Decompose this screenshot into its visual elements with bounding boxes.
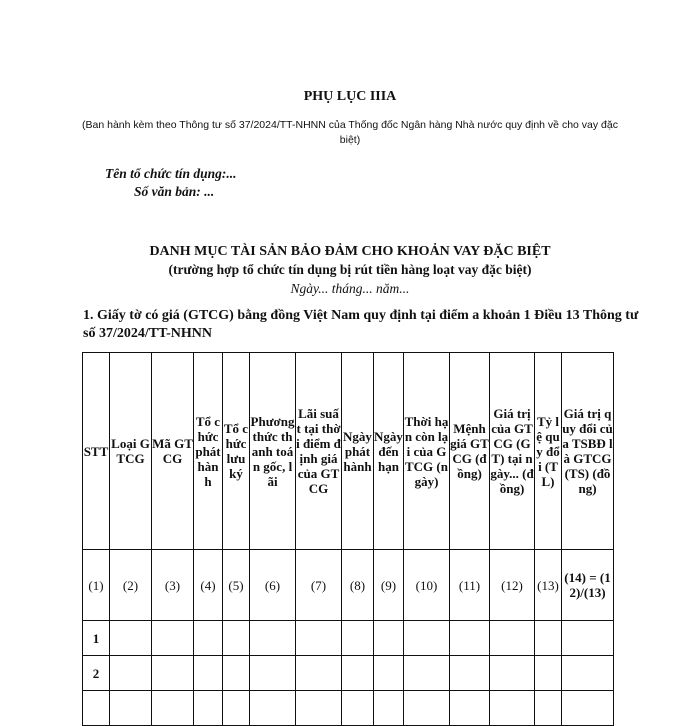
table-cell [374,656,404,691]
table-cell [562,621,614,656]
table-cell [152,621,194,656]
table-cell [374,691,404,726]
row-index-cell: 2 [83,656,110,691]
collateral-table [82,352,614,726]
table-row [83,691,614,726]
header-cell: Giá trị của GTCG (GT) tại ngày... (đồng) [490,353,535,550]
numbering-cell: (2) [110,550,152,621]
table-cell [223,621,250,656]
table-cell [250,656,296,691]
numbering-cell: (12) [490,550,535,621]
header-cell: STT [83,353,110,550]
table-cell [404,656,450,691]
row-index-cell: 1 [83,621,110,656]
table-cell [450,656,490,691]
table-cell [152,691,194,726]
table-cell [562,656,614,691]
header-cell: Mã GTCG [152,353,194,550]
table-row [83,621,614,656]
table-cell [490,656,535,691]
numbering-cell: (5) [223,550,250,621]
header-cell: Thời hạn còn lại của GTCG (ngày) [404,353,450,550]
header-cell: Tổ chức lưu ký [223,353,250,550]
header-cell: Ngày phát hành [342,353,374,550]
table-cell [194,656,223,691]
numbering-cell: (11) [450,550,490,621]
header-cell: Mệnh giá GTCG (đồng) [450,353,490,550]
table-cell [404,621,450,656]
numbering-cell: (9) [374,550,404,621]
table-cell [562,691,614,726]
header-cell: Loại GTCG [110,353,152,550]
table-cell [296,621,342,656]
table-cell [194,691,223,726]
table-row [83,656,614,691]
section-1-heading: 1. Giấy tờ có giá (GTCG) bằng đồng Việt Nam quy định tại điểm a khoản 1 Điều 13 Thông tư số 37/2024/TT-NHNN [83,308,639,341]
list-subtitle: (trường hợp tổ chức tín dụng bị rút tiền hàng loạt vay đặc biệt) [168,262,532,277]
row-index-cell [83,691,110,726]
table-cell [342,621,374,656]
numbering-cell: (13) [535,550,562,621]
header-cell: Ngày đến hạn [374,353,404,550]
table-cell [152,656,194,691]
table-cell [110,691,152,726]
table-cell [450,621,490,656]
table-cell [194,621,223,656]
table-cell [296,691,342,726]
table-cell [110,621,152,656]
numbering-cell: (4) [194,550,223,621]
table-cell [296,656,342,691]
table-cell [250,621,296,656]
header-cell: Giá trị quy đổi của TSBĐ là GTCG (TS) (đồng) [562,353,614,550]
table-cell [535,691,562,726]
numbering-cell: (3) [152,550,194,621]
header-cell: Phương thức thanh toán gốc, lãi [250,353,296,550]
table-cell [490,621,535,656]
numbering-cell: (10) [404,550,450,621]
numbering-cell: (1) [83,550,110,621]
header-cell: Tỷ lệ quy đổi (TL) [535,353,562,550]
numbering-cell: (7) [296,550,342,621]
table-cell [490,691,535,726]
table-cell [223,691,250,726]
table-cell [110,656,152,691]
header-cell: Lãi suất tại thời điểm định giá của GTCG [296,353,342,550]
numbering-cell: (14) = (12)/(13) [562,550,614,621]
issued-note: (Ban hành kèm theo Thông tư số 37/2024/TT-NHNN của Thống đốc Ngân hàng Nhà nước quy định về cho vay đặc biệt) [82,119,618,146]
numbering-cell: (8) [342,550,374,621]
table-header-row [83,353,614,550]
date-line: Ngày... tháng... năm... [290,281,410,296]
org-name: Tên tổ chức tín dụng:... [105,166,237,181]
table-cell [374,621,404,656]
table-cell [535,656,562,691]
header-cell: Tổ chức phát hành [194,353,223,550]
numbering-cell: (6) [250,550,296,621]
list-title: DANH MỤC TÀI SẢN BẢO ĐẢM CHO KHOẢN VAY ĐẶC BIỆT [149,244,551,259]
table-cell [404,691,450,726]
table-cell [450,691,490,726]
appendix-title: PHỤ LỤC IIIA [303,89,397,104]
table-cell [250,691,296,726]
document-number: Số văn bản: ... [134,184,215,199]
table-cell [535,621,562,656]
table-cell [342,691,374,726]
table-cell [342,656,374,691]
table-numbering-row [83,550,614,621]
table-cell [223,656,250,691]
